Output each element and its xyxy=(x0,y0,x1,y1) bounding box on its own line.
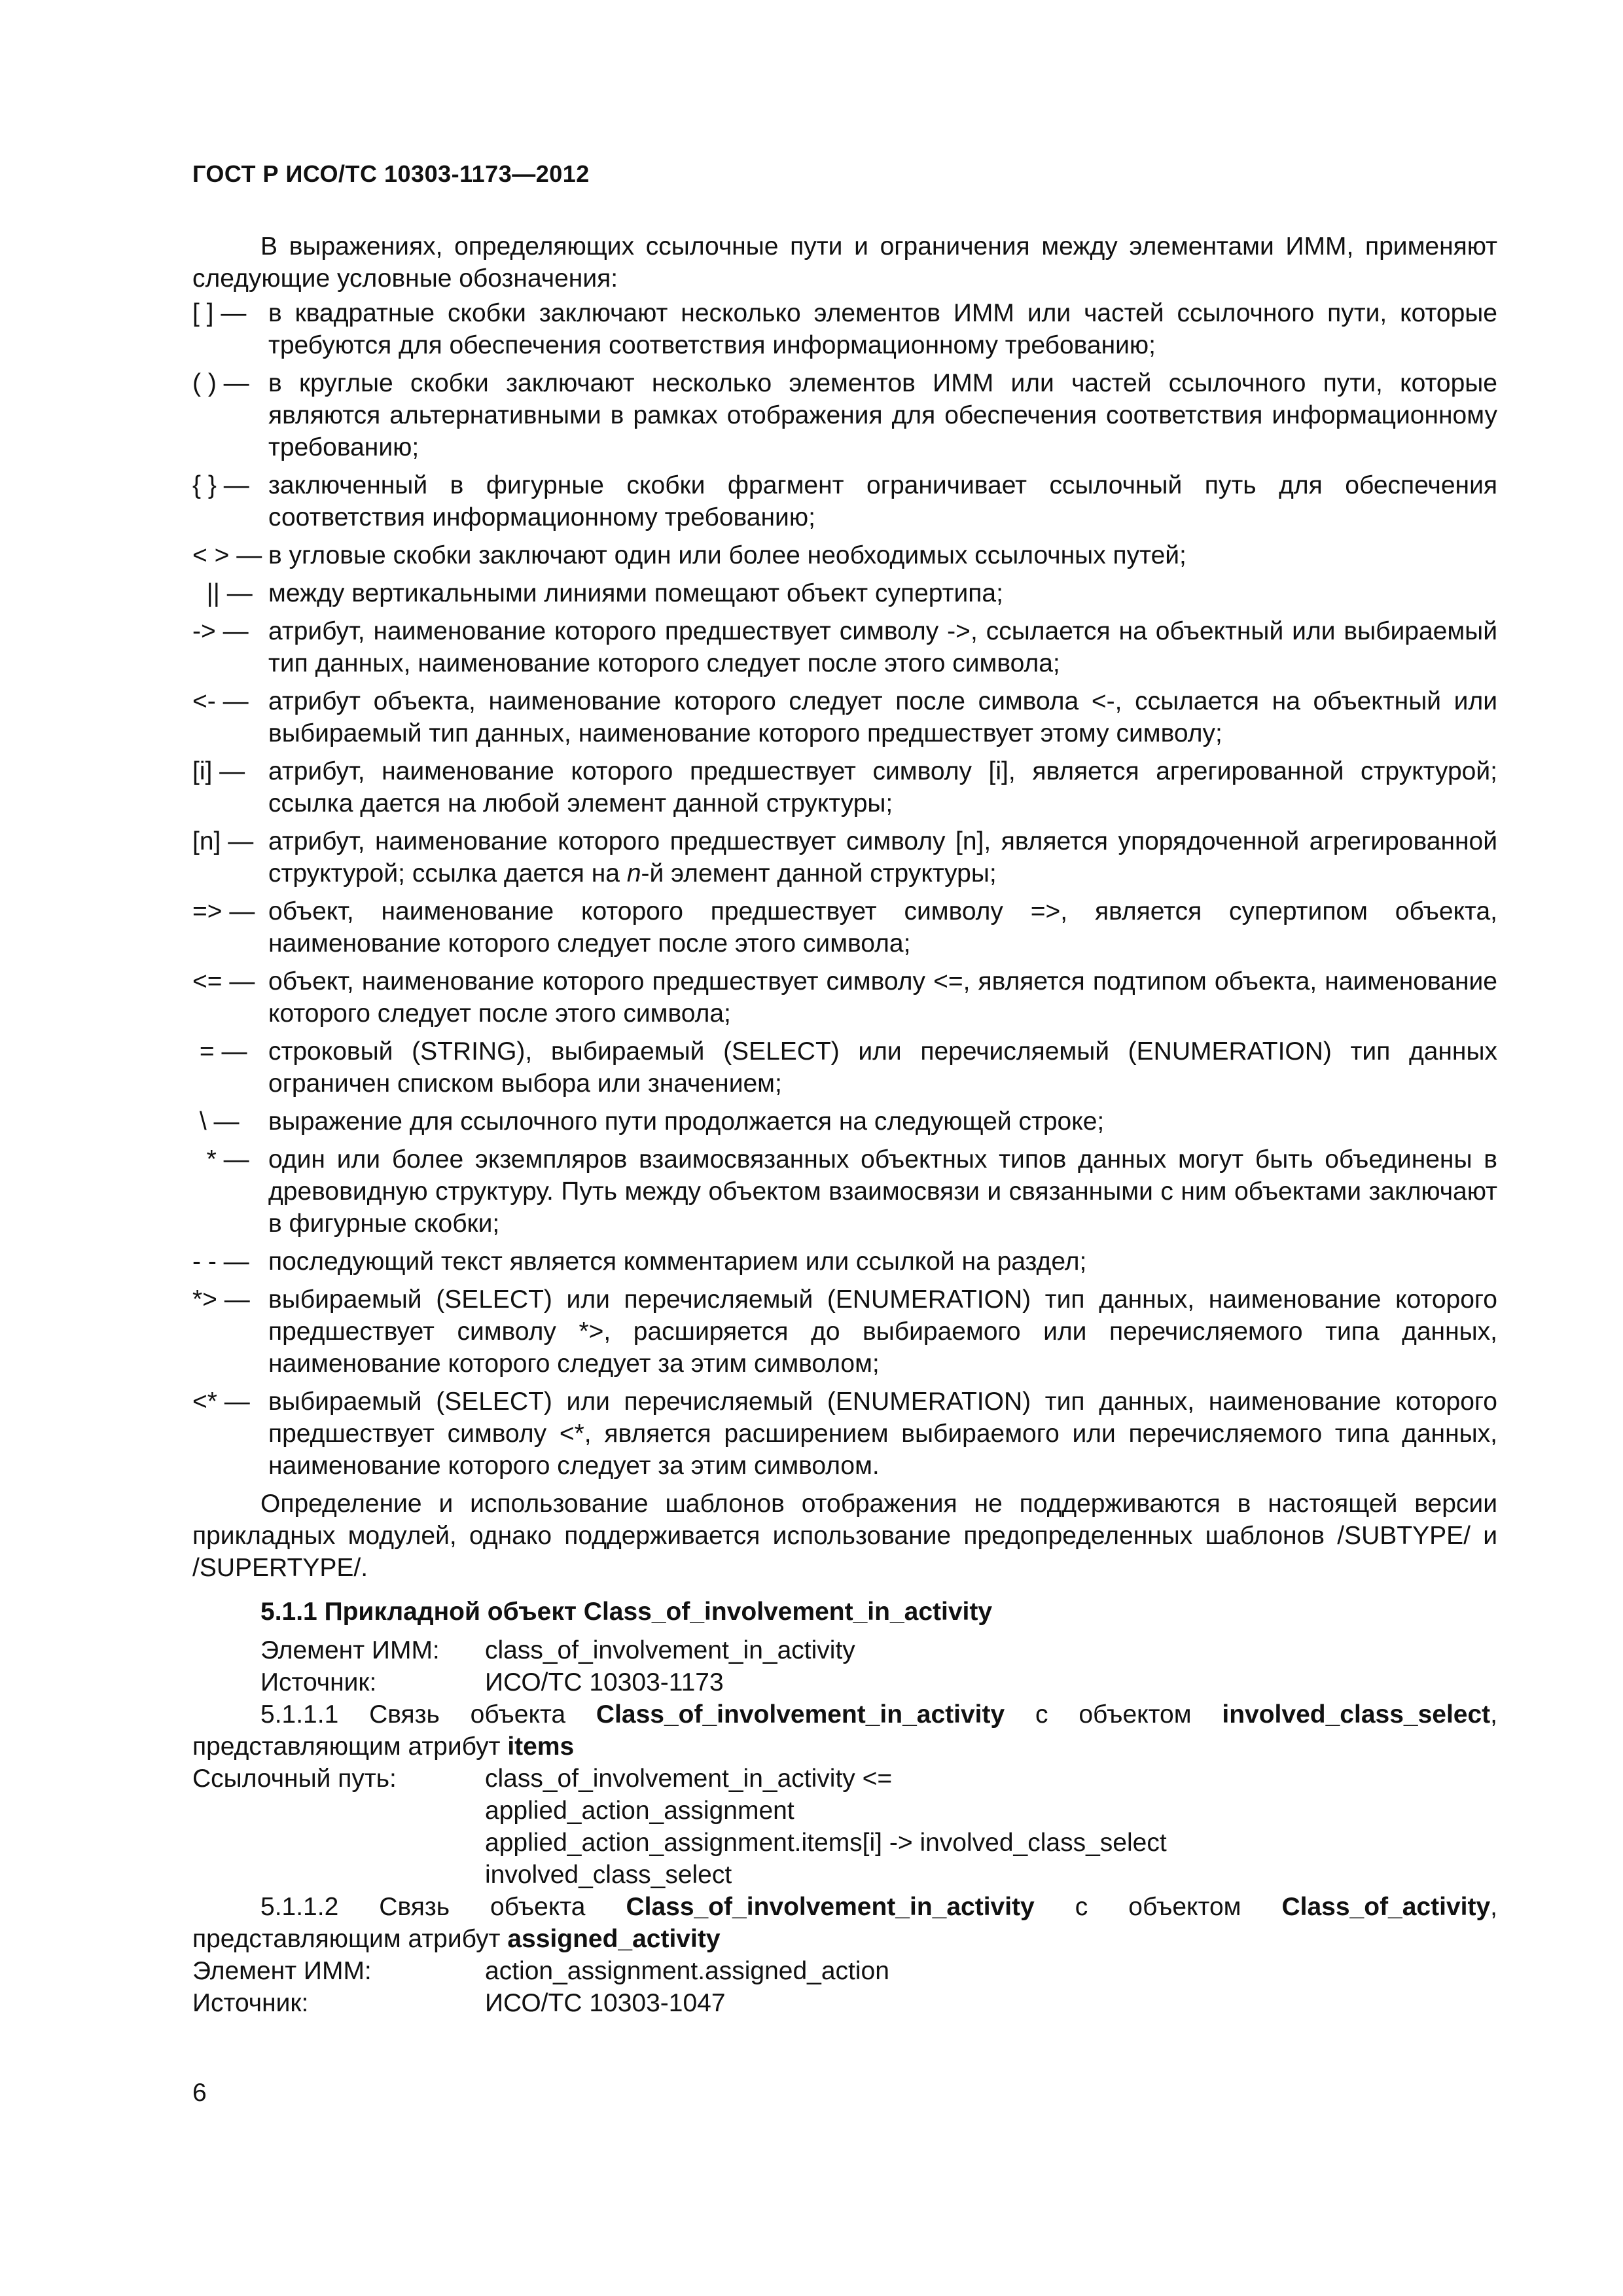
clause-text: с объектом xyxy=(1034,1893,1282,1921)
notation-symbol: < > — xyxy=(192,541,262,569)
source-label: Источник: xyxy=(260,1668,377,1696)
entity-name: Class_of_involvement_in_activity xyxy=(596,1700,1005,1729)
entity-name: involved_class_select xyxy=(1222,1700,1491,1729)
reference-path-label: Ссылочный путь: xyxy=(192,1765,397,1793)
notation-symbol: *> — xyxy=(192,1285,250,1314)
notation-symbol: = — xyxy=(192,1037,247,1066)
notation-text: объект, наименование которого предшествует символу <=, является подтипом объекта, наименование которого следует после этого символа; xyxy=(268,967,1497,1028)
clause-text: , представляющим атрибут xyxy=(192,1893,1497,1953)
notation-text: выражение для ссылочного пути продолжается на следующей строке; xyxy=(268,1107,1105,1136)
notation-item xyxy=(192,1283,1497,1380)
notation-text: в угловые скобки заключают один или более необходимых ссылочных путей; xyxy=(268,541,1186,569)
notation-item xyxy=(192,577,1497,609)
clause-text: , представляющим атрибут xyxy=(192,1700,1498,1761)
notation-symbol: ( ) — xyxy=(192,369,249,397)
clause-text: Связь объекта xyxy=(338,1700,596,1729)
notation-item xyxy=(192,755,1497,819)
notation-item xyxy=(192,1143,1497,1240)
notation-item xyxy=(192,965,1497,1030)
document-body xyxy=(192,230,1497,2019)
notation-symbol: <- — xyxy=(192,687,249,715)
paragraph-5-1-1-1 xyxy=(192,1698,1497,1763)
imm-element-value: class_of_involvement_in_activity xyxy=(485,1636,855,1664)
notation-text: строковый (STRING), выбираемый (SELECT) или перечисляемый (ENUMERATION) тип данных ограничен списком выбора или значением; xyxy=(268,1037,1497,1098)
entity-name: Class_of_activity xyxy=(1281,1893,1491,1921)
notation-text: выбираемый (SELECT) или перечисляемый (ENUMERATION) тип данных, наименование которого предшествует символу *>, расширяется до выбираемого или перечисляемого типа данных, наименование которого следует за этим символом; xyxy=(268,1285,1497,1378)
notation-list xyxy=(192,297,1497,1482)
attribute-name: assigned_activity xyxy=(507,1925,721,1953)
imm-element-row xyxy=(192,1634,1497,1666)
notation-symbol: || — xyxy=(192,579,253,607)
notation-symbol: - - — xyxy=(192,1247,249,1276)
notation-item xyxy=(192,895,1497,960)
reference-path-line: applied_action_assignment.items[i] -> involved_class_select xyxy=(485,1829,1167,1857)
reference-path xyxy=(192,1763,1497,1891)
notation-item xyxy=(192,1105,1497,1138)
notation-item xyxy=(192,825,1497,889)
notation-text: между вертикальными линиями помещают объект супертипа; xyxy=(268,579,1003,607)
paragraph-5-1-1-2 xyxy=(192,1891,1497,1955)
notation-item xyxy=(192,469,1497,533)
reference-path-line: applied_action_assignment xyxy=(485,1797,794,1825)
clause-number: 5.1.1.2 xyxy=(260,1893,339,1921)
notation-item xyxy=(192,297,1497,361)
notation-text: последующий текст является комментарием или ссылкой на раздел; xyxy=(268,1247,1087,1276)
reference-path-line: class_of_involvement_in_activity <= xyxy=(485,1765,893,1793)
notation-symbol: <* — xyxy=(192,1388,250,1416)
clause-number: 5.1.1.1 xyxy=(260,1700,339,1729)
notation-symbol: [i] — xyxy=(192,757,245,785)
clause-text: Связь объекта xyxy=(338,1893,626,1921)
notation-text: заключенный в фигурные скобки фрагмент ограничивает ссылочный путь для обеспечения соответствия информационному требованию; xyxy=(268,471,1497,531)
notation-symbol: [n] — xyxy=(192,827,254,855)
notation-symbol: [ ] — xyxy=(192,299,247,327)
notation-item xyxy=(192,539,1497,571)
notation-text: объект, наименование которого предшествует символу =>, является супертипом объекта, наименование которого следует после этого символа; xyxy=(268,897,1497,958)
clause-text: с объектом xyxy=(1005,1700,1222,1729)
source-value: ИСО/ТС 10303-1173 xyxy=(485,1668,724,1696)
notation-item xyxy=(192,1246,1497,1278)
notation-text: атрибут, наименование которого предшествует символу [i], является агрегированной структурой; ссылка дается на любой элемент данной структуры; xyxy=(268,757,1497,817)
section-heading-5-1-1: 5.1.1 Прикладной объект Class_of_involvement_in_activity xyxy=(260,1598,993,1626)
notation-text: выбираемый (SELECT) или перечисляемый (ENUMERATION) тип данных, наименование которого предшествует символу <*, является расширением выбираемого или перечисляемого типа данных, наименование которого следует за этим символом. xyxy=(268,1388,1497,1480)
notation-symbol: \ — xyxy=(192,1107,240,1136)
notation-text-italic: n xyxy=(626,859,641,888)
intro-paragraph: В выражениях, определяющих ссылочные пути и ограничения между элементами ИММ, применяют следующие условные обозначения: xyxy=(192,232,1497,293)
notation-symbol: { } — xyxy=(192,471,249,499)
source-value: ИСО/ТС 10303-1047 xyxy=(485,1989,726,2017)
notation-text: в круглые скобки заключают несколько элементов ИММ или частей ссылочного пути, которые являются альтернативными в рамках отображения для обеспечения соответствия информационному требованию; xyxy=(268,369,1497,461)
imm-element-row xyxy=(192,1955,1497,1987)
notation-item xyxy=(192,615,1497,679)
imm-element-label: Элемент ИММ: xyxy=(192,1957,372,1985)
notation-text: один или более экземпляров взаимосвязанных объектных типов данных могут быть объединены в древовидную структуру. Путь между объектом взаимосвязи и связанными с ним объектами заключают в фигурные скобки; xyxy=(268,1145,1497,1238)
notation-item xyxy=(192,685,1497,749)
notation-text: в квадратные скобки заключают несколько элементов ИММ или частей ссылочного пути, которые требуются для обеспечения соответствия информационному требованию; xyxy=(268,299,1497,359)
page-number: 6 xyxy=(192,2079,207,2107)
notation-text: атрибут, наименование которого предшествует символу ->, ссылается на объектный или выбираемый тип данных, наименование которого следует после этого символа; xyxy=(268,617,1497,677)
source-row xyxy=(192,1666,1497,1698)
notation-symbol: * — xyxy=(192,1145,249,1174)
notation-text-before: атрибут, наименование которого предшествует символу [n], является упорядоченной агрегированной структурой; ссылка дается на xyxy=(268,827,1497,888)
notation-text: атрибут объекта, наименование которого следует после символа <-, ссылается на объектный или выбираемый тип данных, наименование которого предшествует этому символу; xyxy=(268,687,1497,747)
templates-paragraph: Определение и использование шаблонов отображения не поддерживаются в настоящей версии прикладных модулей, однако поддерживается использование предопределенных шаблонов /SUBTYPE/ и /SUPERTYPE/. xyxy=(192,1490,1497,1582)
notation-symbol: <= — xyxy=(192,967,255,996)
notation-symbol: -> — xyxy=(192,617,249,645)
imm-element-value: action_assignment.assigned_action xyxy=(485,1957,889,1985)
entity-name: Class_of_involvement_in_activity xyxy=(626,1893,1035,1921)
source-label: Источник: xyxy=(192,1989,309,2017)
notation-item xyxy=(192,1386,1497,1482)
reference-path-line: involved_class_select xyxy=(485,1861,732,1889)
notation-item xyxy=(192,1035,1497,1100)
document-header: ГОСТ Р ИСО/ТС 10303-1173—2012 xyxy=(192,160,590,187)
attribute-name: items xyxy=(507,1732,575,1761)
notation-text-after: -й элемент данной структуры; xyxy=(641,859,997,888)
notation-symbol: => — xyxy=(192,897,255,925)
source-row xyxy=(192,1987,1497,2019)
imm-element-label: Элемент ИММ: xyxy=(260,1636,440,1664)
notation-item xyxy=(192,367,1497,463)
